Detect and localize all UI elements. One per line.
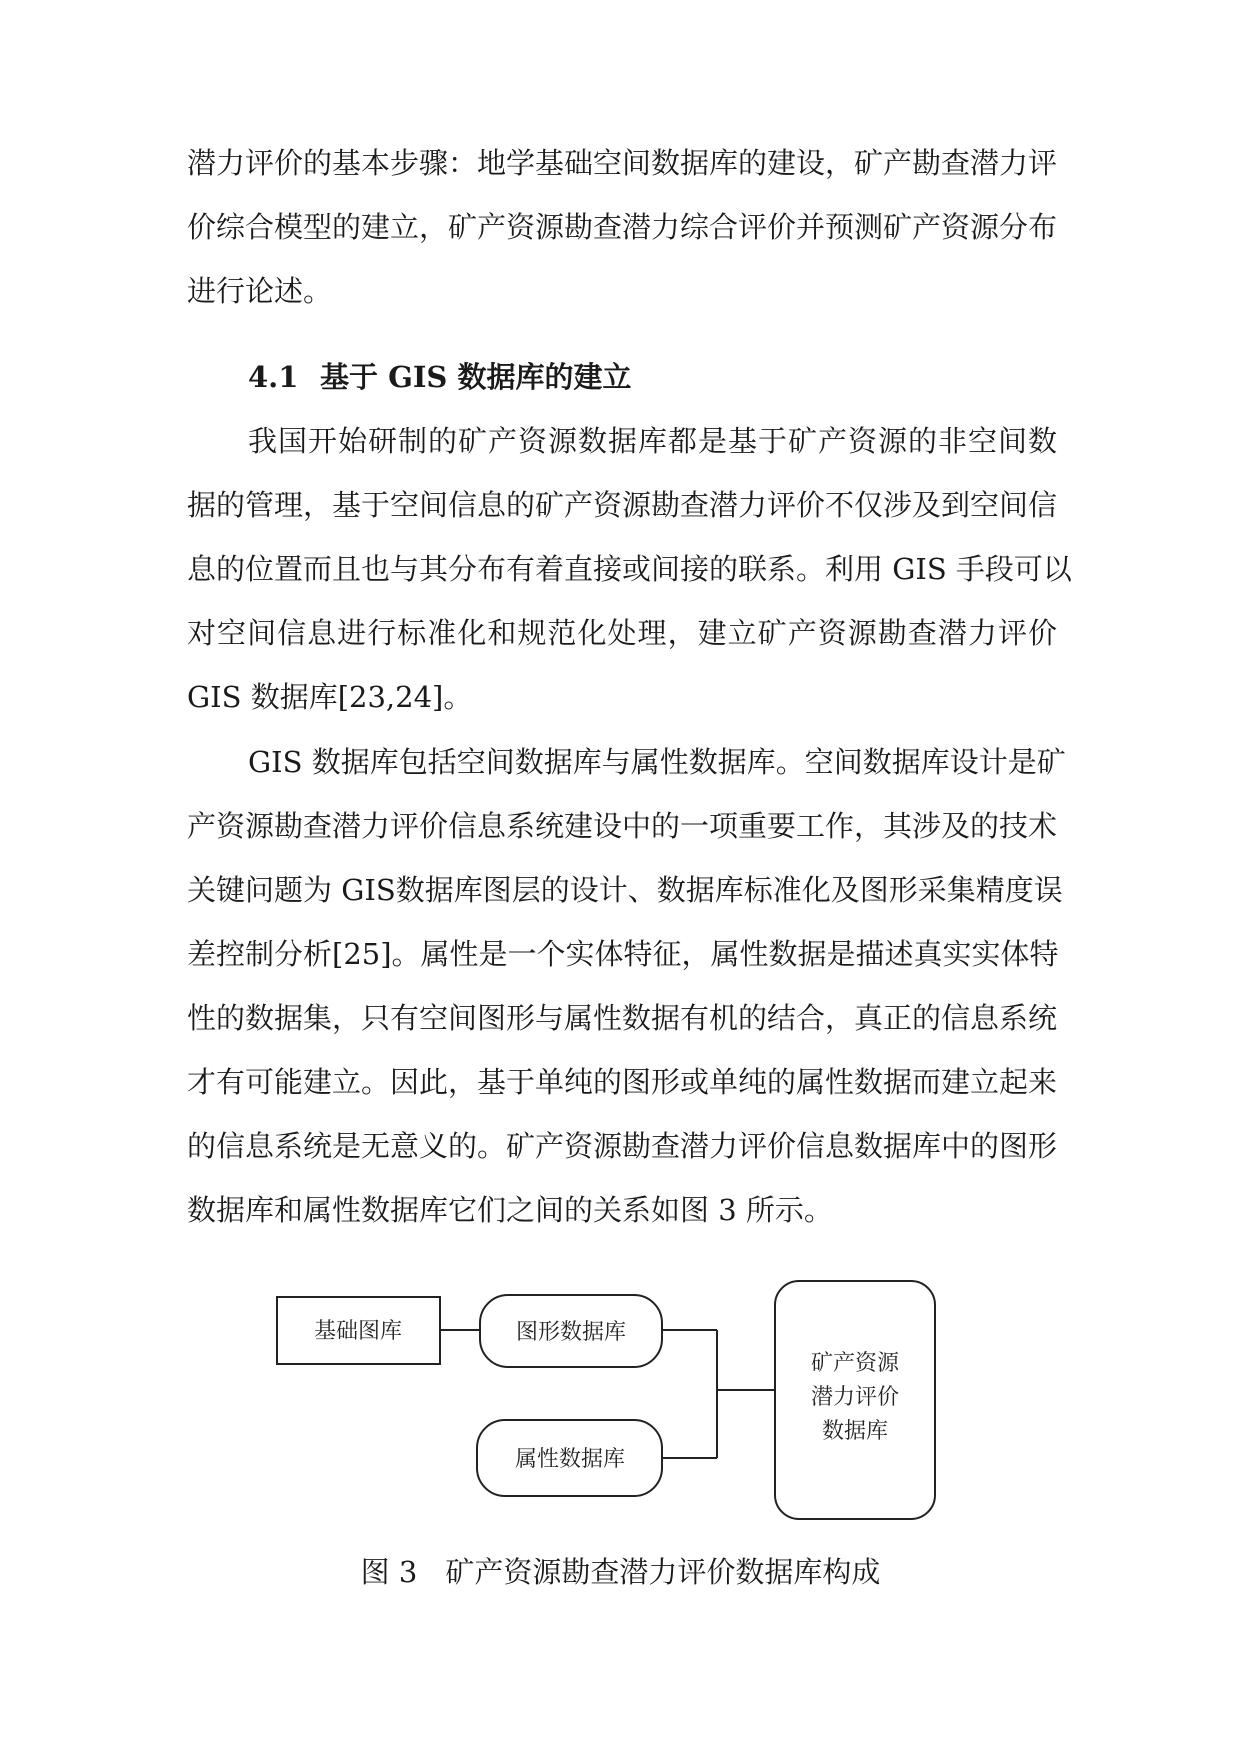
para2-line-6: 才有可能建立。因此，基于单纯的图形或单纯的属性数据而建立起来 — [187, 1065, 1058, 1099]
intro-line-2: 价综合模型的建立，矿产资源勘查潜力综合评价并预测矿产资源分布 — [187, 210, 1058, 244]
para2-line-5: 性的数据集，只有空间图形与属性数据有机的结合，真正的信息系统 — [187, 1001, 1058, 1035]
para2-line-8: 数据库和属性数据库它们之间的关系如图 3 所示。 — [187, 1193, 833, 1227]
database-structure-diagram — [270, 1275, 970, 1535]
evaluation-db-label-line-2: 潜力评价 — [810, 1385, 900, 1410]
para2-line-3: 关键问题为 GIS数据库图层的设计、数据库标准化及图形采集精度误 — [187, 873, 1063, 907]
intro-line-1: 潜力评价的基本步骤：地学基础空间数据库的建设，矿产勘查潜力评 — [187, 146, 1058, 180]
para2-line-4: 差控制分析[25]。属性是一个实体特征，属性数据是描述真实实体特 — [187, 937, 1059, 971]
para1-line-4: 对空间信息进行标准化和规范化处理，建立矿产资源勘查潜力评价 — [187, 616, 1057, 650]
para2-line-2: 产资源勘查潜力评价信息系统建设中的一项重要工作，其涉及的技术 — [187, 809, 1058, 843]
section-number: 4.1 — [248, 360, 299, 394]
figure-number: 图 3 — [360, 1555, 418, 1589]
para2-line-7: 的信息系统是无意义的。矿产资源勘查潜力评价信息数据库中的图形 — [187, 1129, 1058, 1163]
evaluation-db-label-line-3: 数据库 — [821, 1419, 889, 1444]
section-heading — [248, 357, 631, 397]
para1-line-3: 息的位置而且也与其分布有着直接或间接的联系。利用 GIS 手段可以 — [187, 552, 1072, 586]
base-map-label: 基础图库 — [313, 1319, 403, 1344]
section-title: 基于 GIS 数据库的建立 — [320, 360, 632, 394]
figure-caption — [0, 1552, 1241, 1592]
para1-line-2: 据的管理，基于空间信息的矿产资源勘查潜力评价不仅涉及到空间信 — [187, 488, 1058, 522]
para1-line-1: 我国开始研制的矿产资源数据库都是基于矿产资源的非空间数 — [248, 424, 1057, 458]
evaluation-db-label-line-1: 矿产资源 — [810, 1351, 900, 1376]
figure-caption-text: 矿产资源勘查潜力评价数据库构成 — [445, 1555, 881, 1589]
graphic-db-label: 图形数据库 — [515, 1320, 627, 1345]
para1-line-5: GIS 数据库[23,24]。 — [187, 680, 473, 714]
intro-line-3: 进行论述。 — [187, 274, 333, 308]
attribute-db-label: 属性数据库 — [514, 1447, 626, 1472]
para2-line-1: GIS 数据库包括空间数据库与属性数据库。空间数据库设计是矿 — [248, 745, 1066, 779]
